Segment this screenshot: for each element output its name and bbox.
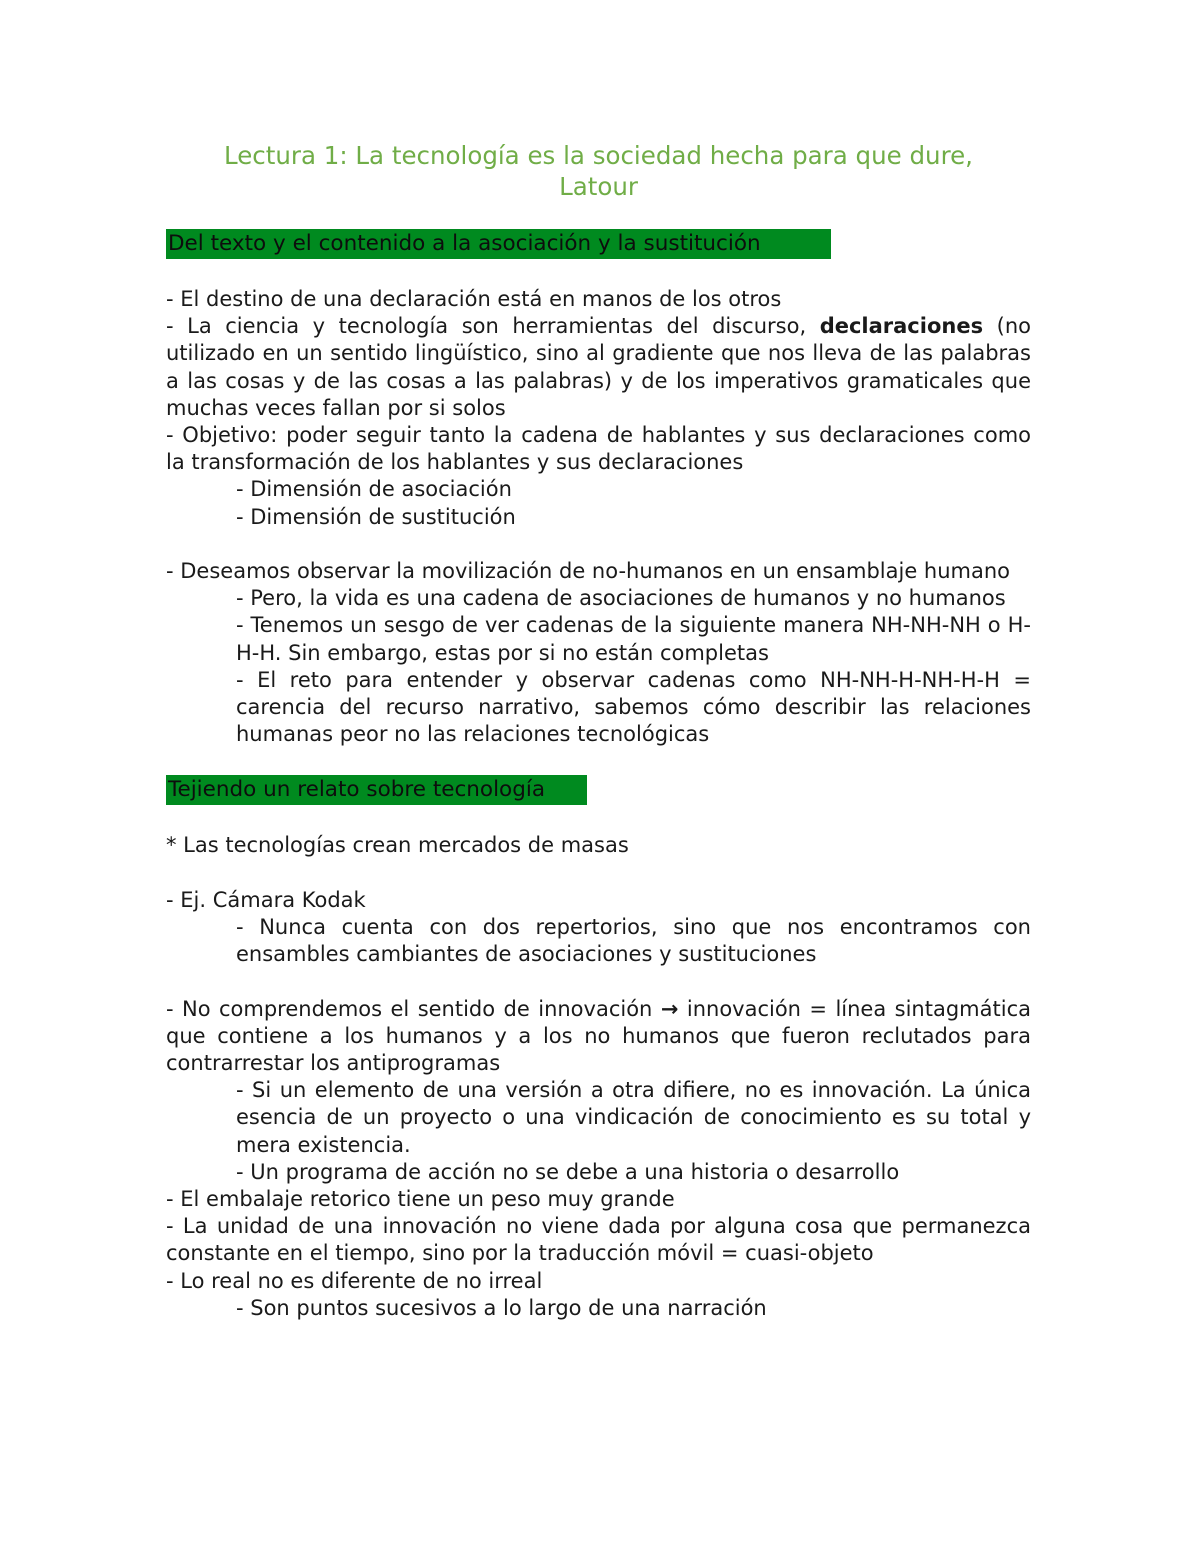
sub-item: - Dimensión de sustitución bbox=[236, 504, 516, 529]
bold-term: declaraciones bbox=[819, 314, 984, 339]
paragraph: - Ej. Cámara Kodak bbox=[166, 887, 366, 912]
paragraph: - La ciencia y tecnología son herramientas del discurso, declaraciones (no utilizado en un sentido lingüístico, sino al gradiente que nos lleva de las palabras a las cosas y de las cosas a las palabras) y de los imperativos gramaticales que muchas veces fallan por si solos bbox=[166, 314, 1031, 420]
paragraph: - No comprendemos el sentido de innovación → innovación = línea sintagmática que contiene a los humanos y a los no humanos que fueron reclutados para contrarrestar los antiprogramas bbox=[166, 996, 1031, 1076]
sub-item: - Un programa de acción no se debe a una historia o desarrollo bbox=[236, 1159, 900, 1184]
sub-item: - Pero, la vida es una cadena de asociaciones de humanos y no humanos bbox=[236, 586, 1006, 611]
document-body bbox=[166, 140, 1031, 1322]
paragraph: - Lo real no es diferente de no irreal bbox=[166, 1268, 543, 1293]
paragraph: - La unidad de una innovación no viene dada por alguna cosa que permanezca constante en el tiempo, sino por la traducción móvil = cuasi-objeto bbox=[166, 1214, 1031, 1266]
arrow-right-icon: → bbox=[660, 996, 679, 1021]
paragraph: - Objetivo: poder seguir tanto la cadena de hablantes y sus declaraciones como la transformación de los hablantes y sus declaraciones bbox=[166, 423, 1031, 475]
sub-item: - El reto para entender y observar cadenas como NH-NH-H-NH-H-H = carencia del recurso narrativo, sabemos cómo describir las relaciones humanas peor no las relaciones tecnológicas bbox=[236, 667, 1031, 747]
paragraph: * Las tecnologías crean mercados de masas bbox=[166, 833, 629, 858]
sub-item: - Son puntos sucesivos a lo largo de una narración bbox=[236, 1295, 767, 1320]
section-heading-asociacion: Del texto y el contenido a la asociación y la sustitución bbox=[166, 229, 831, 259]
sub-item: - Dimensión de asociación bbox=[236, 477, 512, 502]
title-line-1: Lectura 1: La tecnología es la sociedad hecha para que dure, bbox=[224, 141, 973, 170]
document-title bbox=[166, 140, 1031, 202]
sub-item: - Si un elemento de una versión a otra difiere, no es innovación. La única esencia de un proyecto o una vindicación de conocimiento es su total y mera existencia. bbox=[236, 1078, 1031, 1157]
sub-item: - Nunca cuenta con dos repertorios, sino que nos encontramos con ensambles cambiantes de asociaciones y sustituciones bbox=[236, 915, 1031, 967]
paragraph: - El embalaje retorico tiene un peso muy grande bbox=[166, 1187, 675, 1212]
paragraph: - Deseamos observar la movilización de no-humanos en un ensamblaje humano bbox=[166, 559, 1011, 584]
paragraph: - El destino de una declaración está en manos de los otros bbox=[166, 287, 782, 311]
title-line-2: Latour bbox=[559, 172, 638, 201]
sub-item: - Tenemos un sesgo de ver cadenas de la siguiente manera NH-NH-NH o H-H-H. Sin embargo, estas por si no están completas bbox=[236, 613, 1031, 665]
section-heading-relato: Tejiendo un relato sobre tecnología bbox=[166, 775, 587, 805]
